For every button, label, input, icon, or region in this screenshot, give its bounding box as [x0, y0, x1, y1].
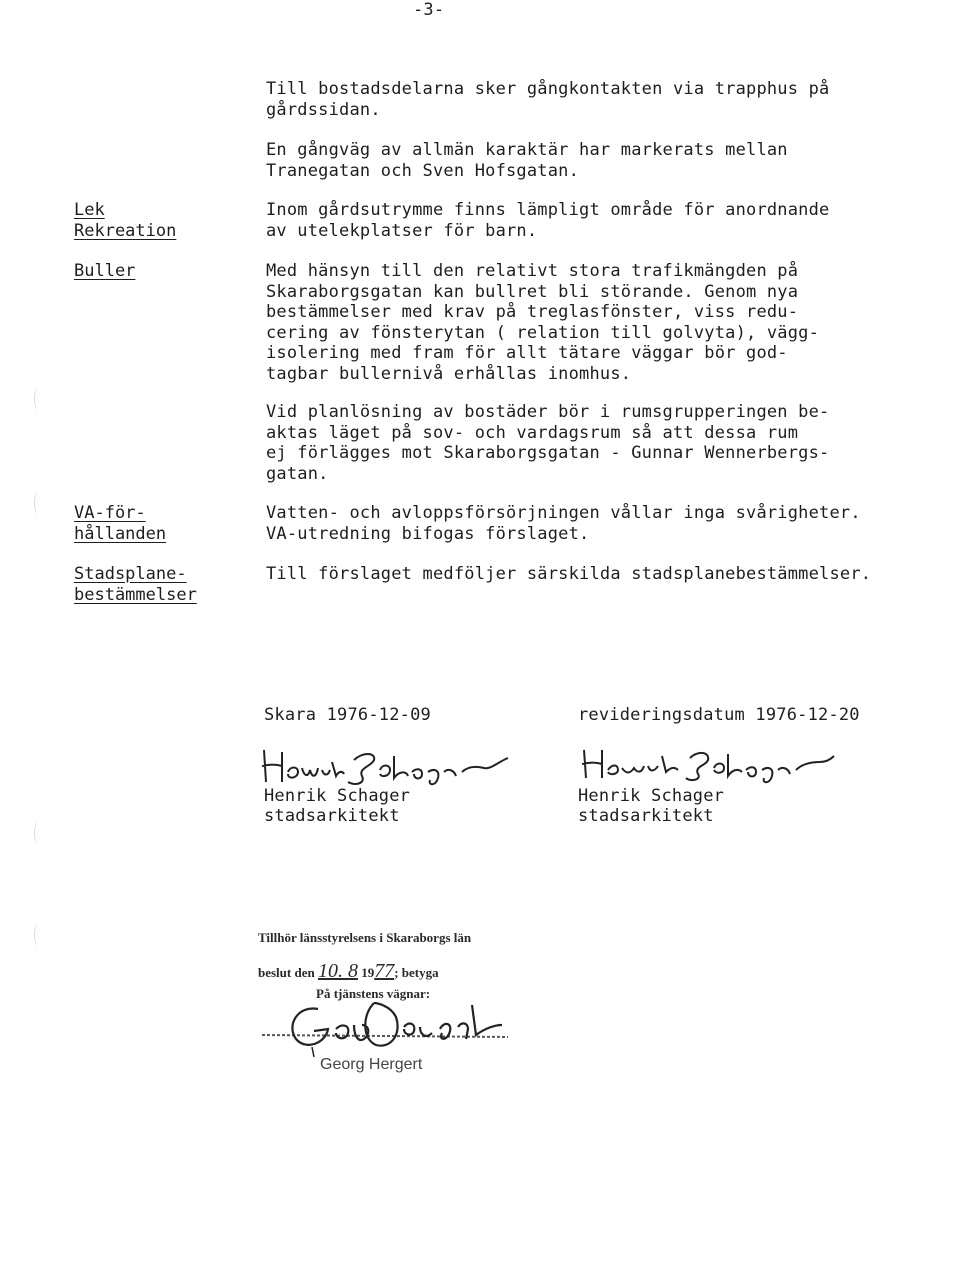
margin-note-lek-rekreation: [74, 200, 176, 241]
stamp-line-3: På tjänstens vägnar:: [316, 986, 431, 1001]
signature-date-line: Skara 1976-12-09: [264, 705, 431, 725]
stamp-line-1: Tillhör länsstyrelsens i Skaraborgs län: [258, 930, 472, 945]
margin-note-line: VA-för-: [74, 503, 146, 523]
paragraph-line: bestämmelser med krav på treglasfönster, viss redu-: [266, 302, 799, 322]
paragraph-line: gårdssidan.: [266, 99, 381, 120]
punch-mark: [34, 388, 41, 410]
margin-note-line: Rekreation: [74, 220, 177, 241]
paragraph-line: isolering med fram för allt tätare väggar bör god-: [266, 343, 788, 363]
margin-note-line: Lek: [74, 200, 105, 220]
paragraph-lekplatser: [266, 200, 829, 241]
paragraph-line: En gångväg av allmän karaktär har markerats mellan: [266, 140, 788, 160]
signature-title: stadsarkitekt: [578, 806, 714, 826]
stamp-handwritten-year: 77: [374, 960, 395, 982]
stamp-text: ; betyga: [394, 965, 439, 980]
paragraph-gangkontakt: [266, 79, 829, 120]
paragraph-line: Vatten- och avloppsförsörjningen vållar inga svårigheter.: [266, 503, 861, 523]
page-number: -3-: [413, 0, 445, 20]
margin-note-line: Stadsplane-: [74, 564, 187, 584]
paragraph-line: Skaraborgsgatan kan bullret bli störande. Genom nya: [266, 281, 799, 302]
stamp-handwritten-date: 10. 8: [317, 960, 358, 982]
margin-note-va-forhallanden: [74, 503, 166, 544]
stamp-signature-name: Georg Hergert: [320, 1056, 423, 1073]
margin-note-stadsplanebestammelser: [74, 564, 197, 605]
punch-mark: [34, 492, 41, 514]
margin-note-line: Buller: [74, 261, 136, 281]
stamp-text: 19: [361, 965, 375, 980]
paragraph-line: tagbar bullernivå erhållas inomhus.: [266, 363, 632, 384]
margin-note-buller: [74, 261, 135, 282]
margin-note-line: hållanden: [74, 523, 167, 544]
stamp-signature-icon: [262, 995, 512, 1059]
punch-mark: [34, 822, 41, 844]
paragraph-line: ej förlägges mot Skaraborgsgatan - Gunnar Wennerbergs-: [266, 443, 830, 463]
paragraph-line: cering av fönsterytan ( relation till golvyta), vägg-: [266, 322, 820, 343]
paragraph-planlosning: [266, 402, 829, 484]
stamp-line-2: [258, 960, 439, 983]
paragraph-gangvag: [266, 140, 788, 181]
paragraph-line: av utelekplatser för barn.: [266, 220, 538, 241]
paragraph-va: [266, 503, 861, 544]
margin-note-line: bestämmelser: [74, 584, 197, 605]
signature-name: Henrik Schager: [264, 786, 411, 806]
paragraph-stadsplanebestammelser: [266, 564, 871, 585]
paragraph-line: Till förslaget medföljer särskilda stadsplanebestämmelser.: [266, 564, 872, 584]
signature-name: Henrik Schager: [578, 786, 725, 806]
paragraph-line: Tranegatan och Sven Hofsgatan.: [266, 160, 580, 181]
paragraph-line: VA-utredning bifogas förslaget.: [266, 523, 590, 544]
paragraph-line: aktas läget på sov- och vardagsrum så att dessa rum: [266, 422, 799, 443]
handwritten-signature-icon: [578, 742, 838, 790]
signature-title: stadsarkitekt: [264, 806, 400, 826]
paragraph-line: Vid planlösning av bostäder bör i rumsgrupperingen be-: [266, 402, 830, 422]
paragraph-line: Till bostadsdelarna sker gångkontakten via trapphus på: [266, 79, 830, 99]
paragraph-line: Med hänsyn till den relativt stora trafikmängden på: [266, 261, 799, 281]
paragraph-buller: [266, 261, 819, 384]
revision-date-line: revideringsdatum 1976-12-20: [578, 705, 860, 725]
paragraph-line: gatan.: [266, 463, 329, 484]
stamp-text: beslut den: [258, 965, 315, 980]
punch-mark: [34, 924, 41, 946]
paragraph-line: Inom gårdsutrymme finns lämpligt område för anordnande: [266, 200, 830, 220]
